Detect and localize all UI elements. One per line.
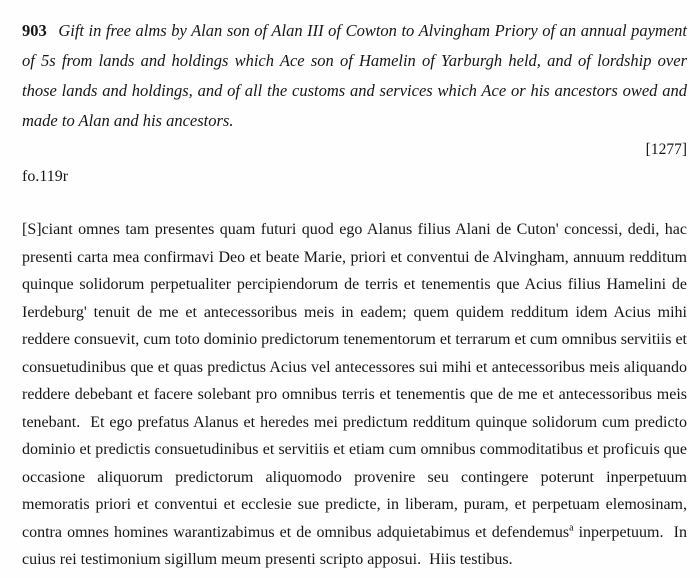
charter-text [22, 216, 691, 574]
entry-date: [1277] [645, 141, 687, 158]
footnote-marker: a [569, 522, 574, 534]
entry-number: 903 [22, 21, 47, 40]
entry-summary [22, 16, 687, 136]
charter-text-part1: [S]ciant omnes tam presentes quam futuri quod ego Alanus filius Alani de Cuton' concessi, dedi, hac presenti carta mea confirmavi Deo et beate Marie, priori et conventui de Alvingham, annuum redditum quinque solidorum perpetualiter percipiendorum de terris et tenementis que Acius filius Hamelini de Ierdeburg' tenuit de me et antecessoribus meis in eadem; quem quidem redditum idem Acius mihi reddere consuevit, cum toto dominio predictorum tenementorum et terrarum et cum omnibus servitiis et consuetudinibus que et quas predictus Acius vel antecessores sui mihi et antecessoribus meis aliquando reddere debebant et facere solebant pro omnibus terris et tenementis que de me et antecessoribus meis tenebant. Et ego prefatus Alanus et heredes mei predictum redditum quinque solidorum cum predicto dominio et predictis consuetudinibus et servitiis et etiam cum omnibus commoditatibus et proficuis que occasione aliquorum predictorum aliquomodo provenire seu contingere poterunt inperpetuum memoratis priori et conventui et ecclesie sue predicte, in liberam, puram, et perpetuam elemosinam, contra omnes homines warantizabimus et de omnibus adquietabimus et defendemus [22, 221, 691, 541]
charter-text-part2: inperpetuum. In cuius rei testimonium sigillum meum presenti scripto apposui. Hiis testibus. [22, 523, 691, 568]
entry-summary-text: Gift in free alms by Alan son of Alan III of Cowton to Alvingham Priory of an annual payment of 5s from lands and holdings which Ace son of Hamelin of Yarburgh held, and of lordship over those lands and holdings, and of all the customs and services which Ace or his ancestors owed and made to Alan and his ancestors. [22, 21, 687, 130]
folio-reference: fo.119r [22, 168, 69, 185]
